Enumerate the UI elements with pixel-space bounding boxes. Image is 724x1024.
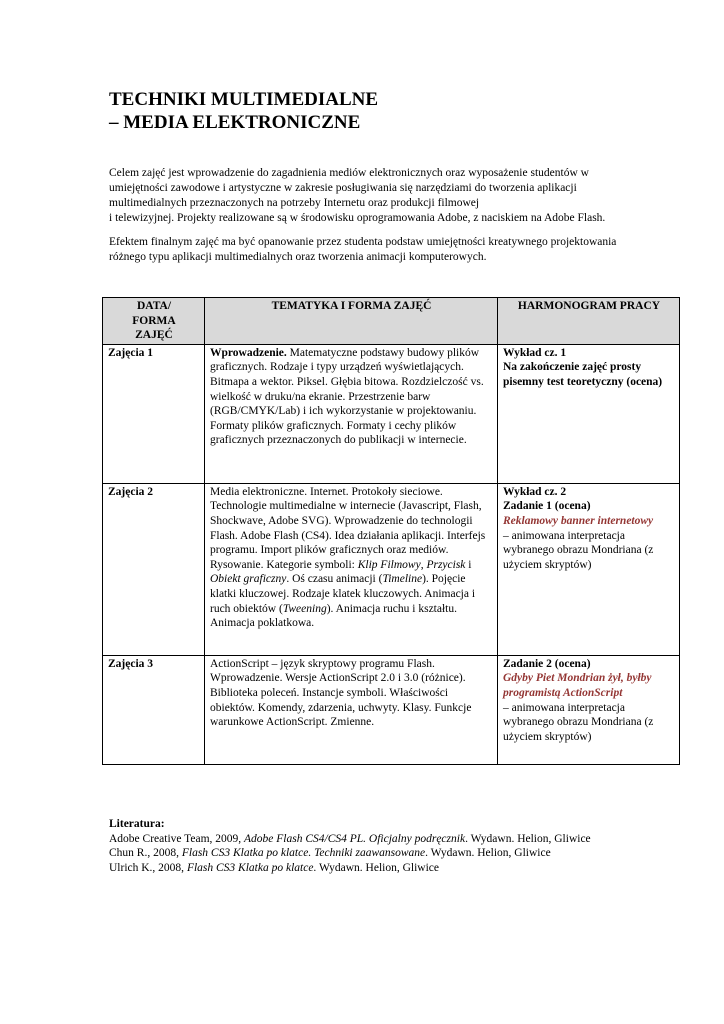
entry-title: Flash CS3 Klatka po klatce. Techniki zaawansowane [181,847,426,859]
entry-title: Adobe Flash CS4/CS4 PL. Oficjalny podręcznik [244,832,466,845]
entry-publisher: . Wydawn. Helion, Gliwice [425,847,551,859]
row-topic [205,344,498,483]
entry-author: Ulrich K., 2008, [109,861,187,874]
topic-text: . Oś czasu animacji ( [286,573,383,586]
literature-heading: Literatura: [109,818,165,830]
header-topic: TEMATYKA I FORMA ZAJĘĆ [205,298,498,345]
intro-paragraph-1: Celem zajęć jest wprowadzenie do zagadnienia mediów elektronicznych oraz wyposażenie studentów w umiejętności zawodowe i artystyczne w zakresie posługiwania się narzędziami do tworzenia aplikacji multimedialnych przeznaczonych na potrzeby Internetu oraz produkcji filmowej i telewizyjnej. Projekty realizowane są w środowisku oprogramowania Adobe, z naciskiem na Adobe Flash. [109,167,606,224]
entry-author: Adobe Creative Team, 2009, [109,832,245,845]
intro-paragraph-2: Efektem finalnym zajęć ma być opanowanie przez studenta podstaw umiejętności kreatywnego projektowania różnego typu aplikacji multimedialnych oraz tworzenia animacji komputerowych. [109,236,617,263]
topic-text: ). Pojęcie klatki kluczowej. Rodzaje klatek kluczowych. Animacja i ruch obiektów ( [210,573,476,615]
row-schedule [498,344,680,483]
course-schedule-table [102,297,680,765]
schedule-line-1: Zadanie 2 (ocena) [503,657,591,670]
schedule-line-1: Wykład cz. 1 [503,346,567,359]
topic-italic: Przycisk [426,558,466,571]
table-row [103,655,680,764]
entry-title: Flash CS3 Klatka po klatce [186,861,314,874]
topic-italic: Obiekt graficzny [210,573,287,586]
topic-text: Matematyczne podstawy budowy plików graficznych. Rodzaje i typy urządzeń wyświetlających. Bitmapa a wektor. Piksel. Głębia bitowa. Rozdzielczość vs. wielkość w druku/na ekranie. Przestrzenie barw (RGB/CMYK/Lab) i ich wykorzystanie w projektowaniu. Formaty plików graficznych. Formaty i cechy plików graficznych przeznaczonych do publikacji w internecie. [210,346,484,447]
schedule-line-1: Wykład cz. 2 [503,485,567,498]
header-schedule: HARMONOGRAM PRACY [498,298,680,345]
row-topic [205,483,498,655]
entry-author: Chun R., 2008, [109,847,182,859]
topic-text: Media elektroniczne. Internet. Protokoły sieciowe. Technologie multimedialne w internecie (Javascript, Flash, Shockwave, Adobe SVG). Wprowadzenie do technologii Flash. Adobe Flash (CS4). Idea działania aplikacji. Interfejs programu. Import plików graficznych oraz mediów. Rysowanie. Kategorie symboli: [210,485,486,571]
table-row [103,483,680,655]
row-label: Zajęcia 2 [103,483,205,655]
table-row [103,344,680,483]
row-schedule [498,655,680,764]
topic-bold: Wprowadzenie. [210,346,287,359]
entry-publisher: . Wydawn. Helion, Gliwice [313,861,439,874]
row-topic: ActionScript – język skryptowy programu Flash. Wprowadzenie. Wersje ActionScript 2.0 i 3.0 (różnice). Biblioteka poleceń. Instancje symboli. Właściwości obiektów. Komendy, zdarzenia, uchwyty. Klasy. Funkcje warunkowe ActionScript. Zmienne. [205,655,498,764]
topic-italic: Tweening [282,602,327,615]
topic-separator: , [420,558,427,571]
topic-italic: Klip Filmowy [357,558,421,571]
row-label: Zajęcia 3 [103,655,205,764]
row-schedule [498,483,680,655]
table-header-row [103,298,680,345]
schedule-task-description: – animowana interpretacja wybranego obrazu Mondriana (z użyciem skryptów) [503,701,654,743]
topic-text: ). Animacja ruchu i kształtu. Animacja poklatkowa. [210,602,457,630]
row-label: Zajęcia 1 [103,344,205,483]
entry-publisher: . Wydawn. Helion, Gliwice [465,832,591,845]
schedule-task-title: Reklamowy banner internetowy [503,514,654,527]
literature-section [109,817,669,875]
literature-entry [109,861,669,876]
schedule-task-title: Gdyby Piet Mondrian żył, byłby programistą ActionScript [503,672,652,699]
title-line-2: – MEDIA ELEKTRONICZNE [109,112,361,133]
title-line-1: TECHNIKI MULTIMEDIALNE [109,89,379,110]
schedule-line-2: Na zakończenie zajęć prosty pisemny test teoretyczny (ocena) [503,361,663,388]
schedule-task-description: – animowana interpretacja wybranego obrazu Mondriana (z użyciem skryptów) [503,529,654,571]
topic-separator: i [465,558,472,571]
schedule-line-2: Zadanie 1 (ocena) [503,500,591,513]
header-date-form: DATA/ FORMA ZAJĘĆ [103,298,205,345]
topic-italic: Timeline [382,573,423,586]
literature-entry [109,832,669,847]
literature-entry [109,846,669,861]
page-title [109,88,378,134]
